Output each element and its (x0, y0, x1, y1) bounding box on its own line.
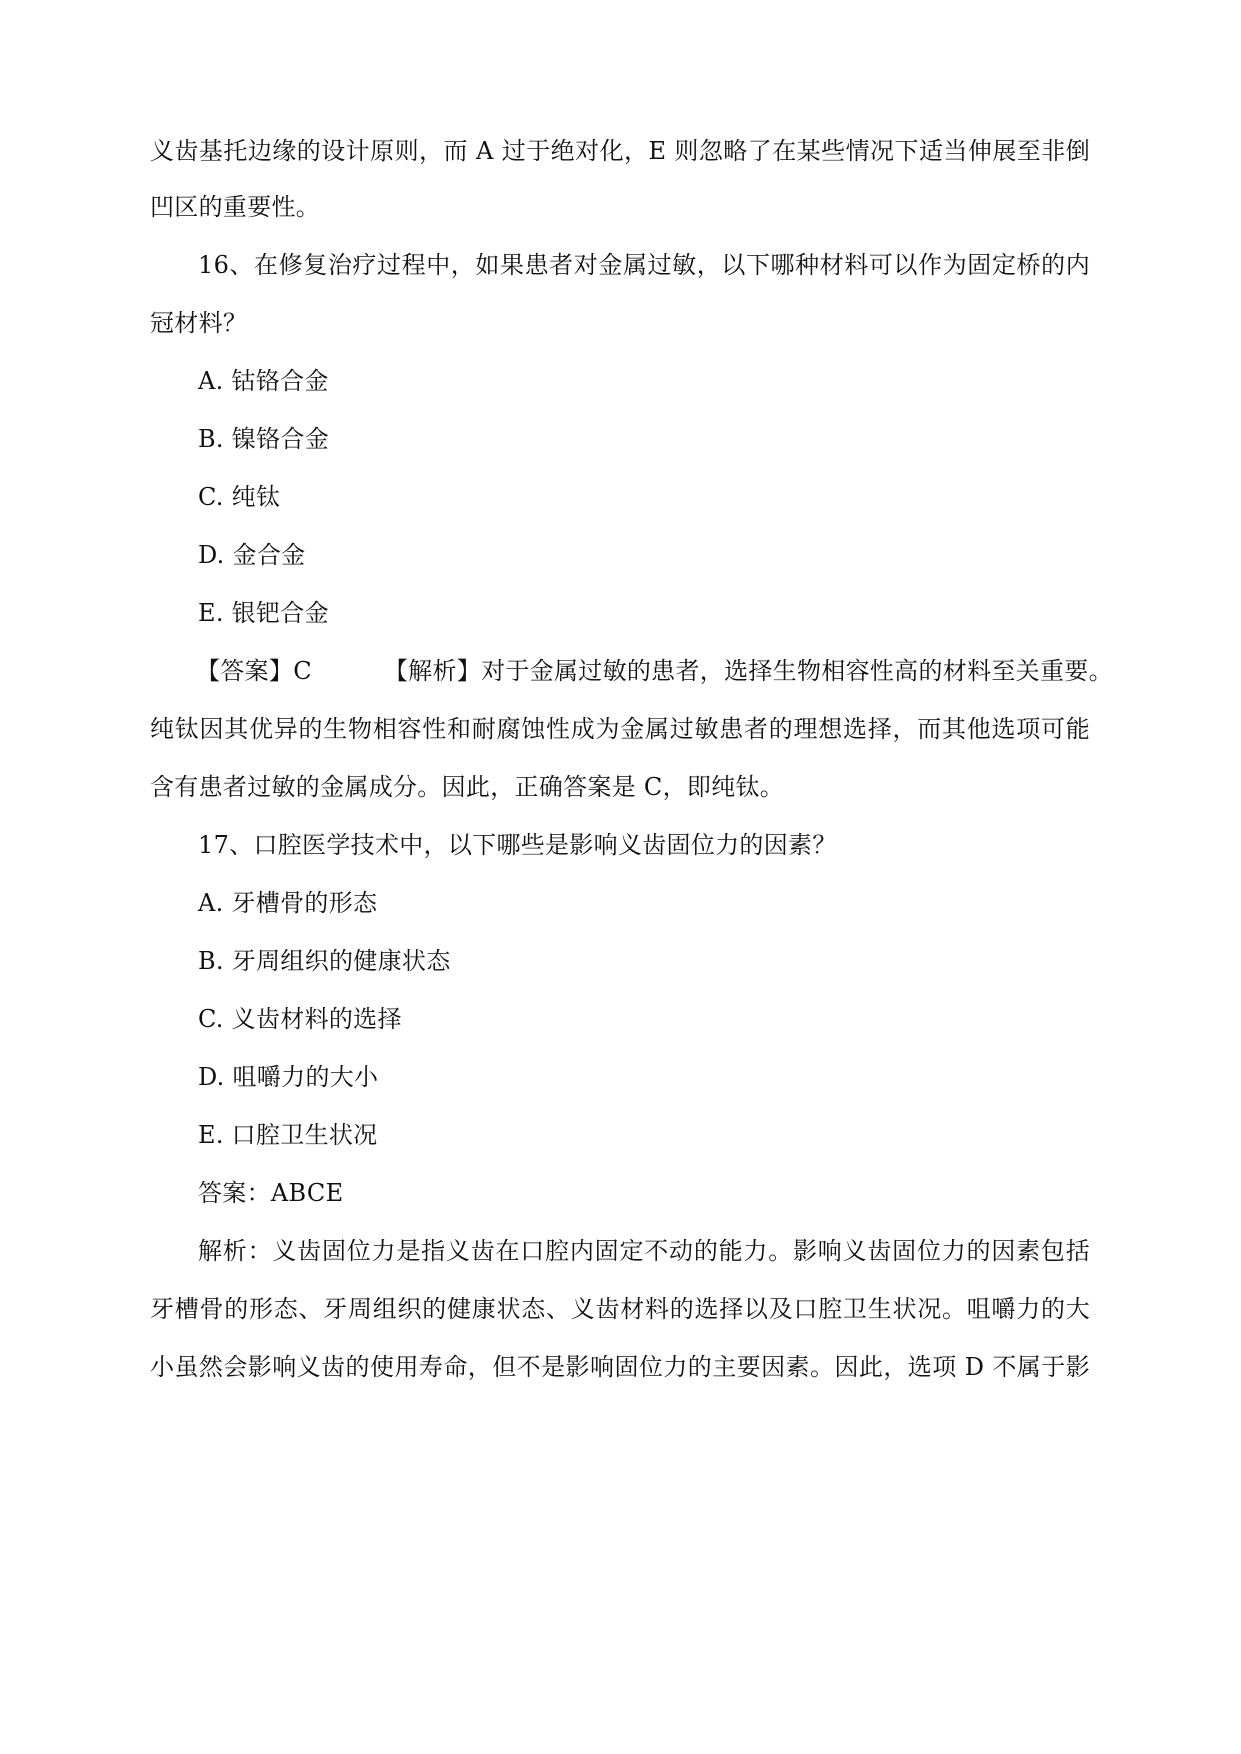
question-16-analysis: 纯钛因其优异的生物相容性和耐腐蚀性成为金属过敏患者的理想选择，而其他选项可能 (150, 715, 1090, 743)
question-16-stem: 16、在修复治疗过程中，如果患者对金属过敏，以下哪种材料可以作为固定桥的内 (198, 251, 1090, 279)
question-16-answer: 【答案】C (196, 657, 312, 685)
question-16-analysis: 【解析】对于金属过敏的患者，选择生物相容性高的材料至关重要。 (383, 657, 1113, 685)
question-16-option-b: B. 镍铬合金 (198, 425, 329, 453)
question-17-option-e: E. 口腔卫生状况 (198, 1121, 378, 1149)
paragraph-line: 义齿基托边缘的设计原则，而 A 过于绝对化，E 则忽略了在某些情况下适当伸展至非倒 (150, 137, 1090, 165)
question-16-option-d: D. 金合金 (198, 541, 306, 569)
question-17-option-a: A. 牙槽骨的形态 (198, 889, 378, 917)
question-17-analysis: 小虽然会影响义齿的使用寿命，但不是影响固位力的主要因素。因此，选项 D 不属于影 (150, 1353, 1090, 1381)
question-17-analysis: 解析：义齿固位力是指义齿在口腔内固定不动的能力。影响义齿固位力的因素包括 (198, 1237, 1090, 1265)
question-17-option-d: D. 咀嚼力的大小 (198, 1063, 379, 1091)
question-17-analysis: 牙槽骨的形态、牙周组织的健康状态、义齿材料的选择以及口腔卫生状况。咀嚼力的大 (150, 1295, 1090, 1323)
question-16-answer-analysis (196, 656, 1113, 686)
question-16-analysis: 含有患者过敏的金属成分。因此，正确答案是 C，即纯钛。 (150, 773, 785, 801)
question-16-option-e: E. 银钯合金 (198, 599, 329, 627)
question-17-option-b: B. 牙周组织的健康状态 (198, 947, 451, 975)
question-17-stem: 17、口腔医学技术中，以下哪些是影响义齿固位力的因素？ (198, 831, 837, 859)
question-17-option-c: C. 义齿材料的选择 (198, 1005, 402, 1033)
paragraph-line: 凹区的重要性。 (150, 193, 321, 221)
question-16-option-c: C. 纯钛 (198, 483, 281, 511)
question-17-answer: 答案：ABCE (198, 1179, 344, 1207)
question-16-stem: 冠材料？ (150, 309, 248, 337)
question-16-option-a: A. 钴铬合金 (198, 367, 329, 395)
